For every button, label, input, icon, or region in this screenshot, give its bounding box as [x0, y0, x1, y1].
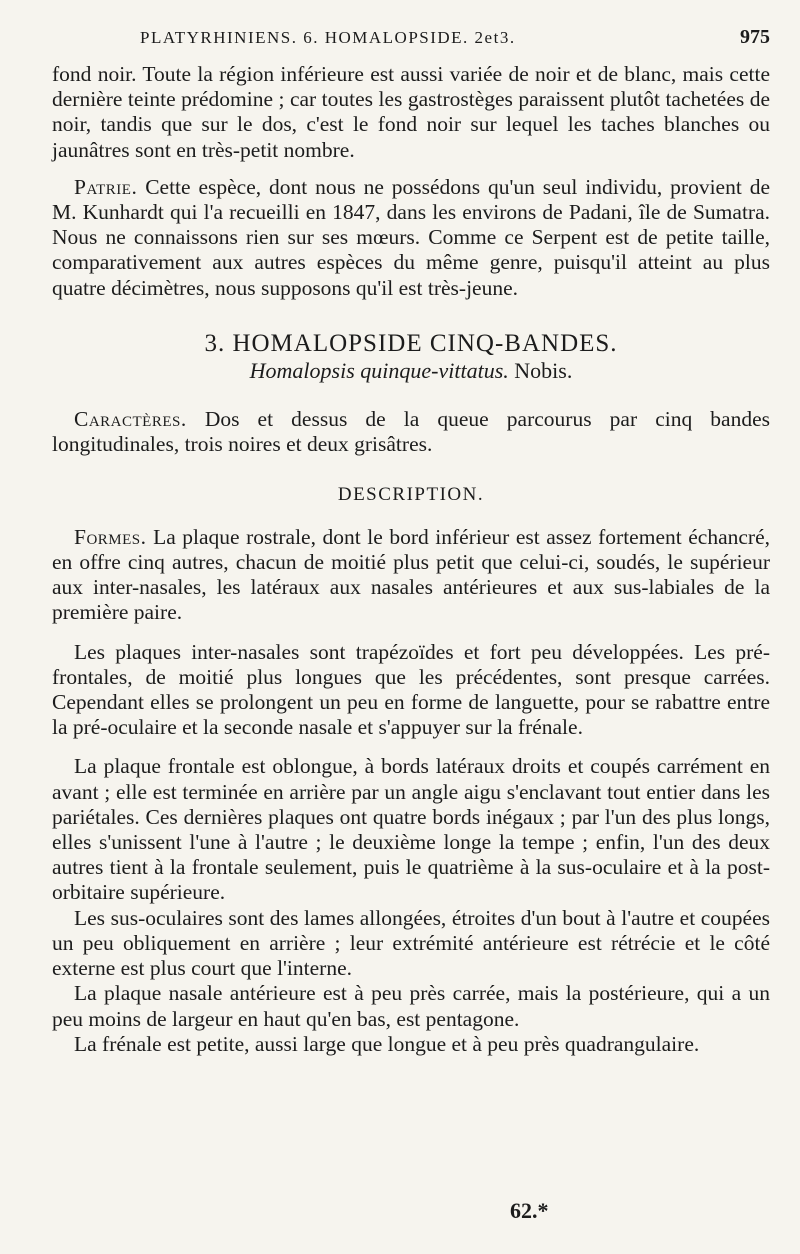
patrie-text: Cette espèce, dont nous ne possédons qu'un seul individu, provient de M. Kunhardt qui l'a recueilli en 1847, dans les environs de Padani, île de Sumatra. Nous ne connaissons rien sur ses mœurs. Comme ce Serpent est de petite taille, comparativement aux autres espèces du même genre, puisqu'il atteint au plus quatre décimètres, nous supposons qu'il est très-jeune. [52, 174, 770, 300]
paragraph-caracteres [52, 407, 770, 457]
page-number: 975 [740, 26, 770, 48]
paragraph-nasale: La plaque nasale antérieure est à peu près carrée, mais la postérieure, qui a un peu moins de largeur en haut qu'en bas, est pentagone. [52, 981, 770, 1031]
body-text [52, 62, 770, 1057]
running-head: PLATYRHINIENS. 6. HOMALOPSIDE. 2et3. [140, 28, 516, 47]
latin-name: Homalopsis quinque-vittatus. [249, 358, 509, 384]
paragraph-patrie [52, 175, 770, 301]
author-name: Nobis. [514, 358, 573, 384]
paragraph-susoculaires: Les sus-oculaires sont des lames allongées, étroites d'un bout à l'autre et coupées un peu obliquement en arrière ; leur extrémité antérieure est rétrécie et le côté externe est plus court que l'interne. [52, 905, 770, 981]
caracteres-text: Dos et dessus de la queue parcourus par cinq bandes longitudinales, trois noires et deux grisâtres. [52, 407, 771, 457]
species-title: 3. HOMALOPSIDE CINQ-BANDES. [204, 329, 618, 357]
formes-text: La plaque rostrale, dont le bord inférieur est assez fortement échancré, en offre cinq autres, chacun de moitié plus petit que celui-ci, soudés, le supérieur aux inter-nasales, les latéraux aux nasales antérieures et aux sus-labiales de la première paire. [52, 524, 771, 625]
formes-label: Formes. [74, 524, 147, 549]
species-latin-name [52, 358, 770, 383]
patrie-label: Patrie. [74, 174, 138, 199]
paragraph-frontale: La plaque frontale est oblongue, à bords latéraux droits et coupés carrément en avant ; elle est terminée en arrière par un angle aigu s'enclavant tout entier dans les pariétales. Ces dernières plaques ont quatre bords inégaux ; par l'un des plus longs, elles s'unissent l'une à l'autre ; le deuxième longe la tempe ; enfin, l'un des deux autres tient à la frontale seulement, puis le quatrième à la sus-oculaire et à la post-orbitaire supérieure. [52, 754, 770, 905]
paragraph-internasales: Les plaques inter-nasales sont trapézoïdes et fort peu développées. Les pré-frontales, de moitié plus longues que les précédentes, sont presque carrées. Cependant elles se prolongent un peu en forme de languette, pour se rabattre entre la pré-oculaire et la seconde nasale et s'appuyer sur la frénale. [52, 639, 770, 740]
signature-mark: 62.* [510, 1198, 549, 1223]
description-heading: DESCRIPTION. [337, 483, 485, 505]
page-header [80, 26, 770, 49]
paragraph-frenale: La frénale est petite, aussi large que longue et à peu près quadrangulaire. [74, 1031, 700, 1056]
caracteres-label: Caractères. [74, 407, 187, 432]
paragraph-formes [52, 525, 770, 626]
paragraph-continued: fond noir. Toute la région inférieure est aussi variée de noir et de blanc, mais cette dernière teinte prédomine ; car toutes les gastrostèges paraissent plutôt tachetées de noir, tandis que sur le dos, c'est le fond noir sur lequel les taches blanches ou jaunâtres sont en très-petit nombre. [52, 62, 770, 162]
